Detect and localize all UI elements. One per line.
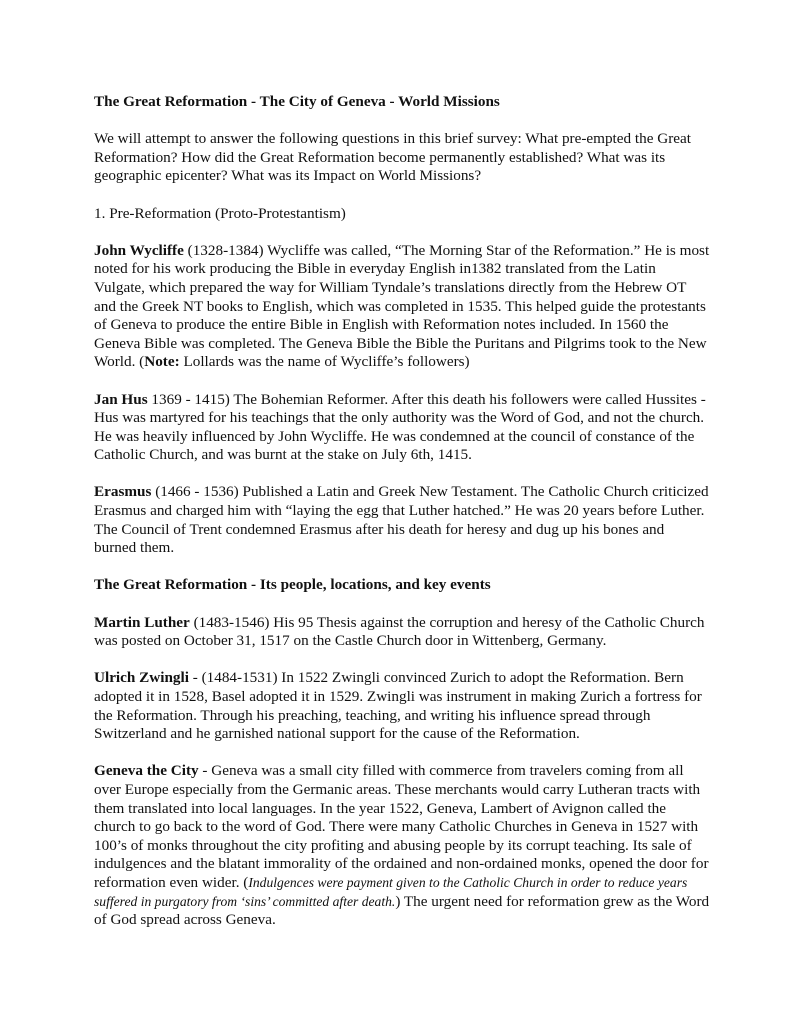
wycliffe-paragraph	[94, 242, 710, 372]
section-heading-pre-reformation: 1. Pre-Reformation (Proto-Protestantism)	[94, 204, 346, 222]
luther-text: (1483-1546) His 95 Thesis against the corruption and heresy of the Catholic Church was posted on October 31, 1517 on the Castle Church door in Wittenberg, Germany.	[94, 613, 705, 650]
intro-paragraph: We will attempt to answer the following questions in this brief survey: What pre-empted the Great Reformation? How did the Great Reformation become permanently established? What was its geographic epicenter? What was its Impact on World Missions?	[94, 130, 691, 185]
geneva-italic-note: Indulgences were payment given to the Catholic Church in order to reduce years suffered in purgatory from ‘sins’ committed after death.	[94, 874, 688, 909]
zwingli-paragraph	[94, 669, 710, 743]
wycliffe-note-text: Lollards was the name of Wycliffe’s followers)	[179, 353, 470, 371]
zwingli-name: Ulrich Zwingli	[94, 669, 189, 687]
hus-name: Jan Hus	[94, 390, 148, 408]
geneva-text-after: ) The urgent need for reformation grew as the Word of God spread across Geneva.	[94, 892, 710, 929]
erasmus-name: Erasmus	[94, 483, 152, 501]
geneva-text: - Geneva was a small city filled with commerce from travelers coming from all over Europe especially from the Germanic areas. These merchants would carry Lutheran tracts with them translated into local languages. In the year 1522, Geneva, Lambert of Avignon called the church to go back to the word of God. There were many Catholic Churches in Geneva in 1527 with 100’s of monks throughout the city profiting and abusing people by its corrupt teaching. Its sale of indulgences and the blatant immorality of the ordained and non-ordained monks, opened the door for reformation even wider. (	[94, 762, 709, 891]
wycliffe-text: (1328-1384) Wycliffe was called, “The Morning Star of the Reformation.” He is most noted for his work producing the Bible in everyday English in1382 translated from the Latin Vulgate, which prepared the way for William Tyndale’s translations directly from the Hebrew OT and the Greek NT books to English, which was completed in 1535. This helped guide the protestants of Geneva to produce the entire Bible in English with Reformation notes included. In 1560 the Geneva Bible was completed. The Geneva Bible the Bible the Puritans and Pilgrims took to the New World. (	[94, 241, 710, 371]
luther-paragraph	[94, 614, 710, 651]
zwingli-text: - (1484-1531) In 1522 Zwingli convinced Zurich to adopt the Reformation. Bern adopted it in 1528, Basel adopted it in 1529. Zwingli was instrument in making Zurich a fortress for the Reformation. Through his preaching, teaching, and writing his influence spread through Switzerland and he garnished national support for the cause of the Reformation.	[94, 669, 702, 743]
geneva-name: Geneva the City	[94, 762, 199, 780]
document-title: The Great Reformation - The City of Geneva - World Missions	[94, 93, 500, 110]
erasmus-paragraph	[94, 483, 710, 557]
hus-text: 1369 - 1415) The Bohemian Reformer. After this death his followers were called Hussites - Hus was martyred for his teachings that the only authority was the Word of God, and not the church. He was heavily influenced by John Wycliffe. He was condemned at the council of constance of the Catholic Church, and was burnt at the stake on July 6th, 1415.	[94, 390, 706, 464]
erasmus-text: (1466 - 1536) Published a Latin and Greek New Testament. The Catholic Church criticized Erasmus and charged him with “laying the egg that Luther hatched.” He was 20 years before Luther. The Council of Trent condemned Erasmus after his death for heresy and dug up his bones and burned them.	[94, 483, 709, 557]
geneva-paragraph	[94, 762, 710, 929]
wycliffe-note-label: Note:	[144, 353, 180, 371]
luther-name: Martin Luther	[94, 613, 190, 631]
wycliffe-name: John Wycliffe	[94, 241, 184, 259]
hus-paragraph	[94, 391, 710, 465]
section-heading-great-reformation: The Great Reformation - Its people, locations, and key events	[94, 576, 491, 594]
